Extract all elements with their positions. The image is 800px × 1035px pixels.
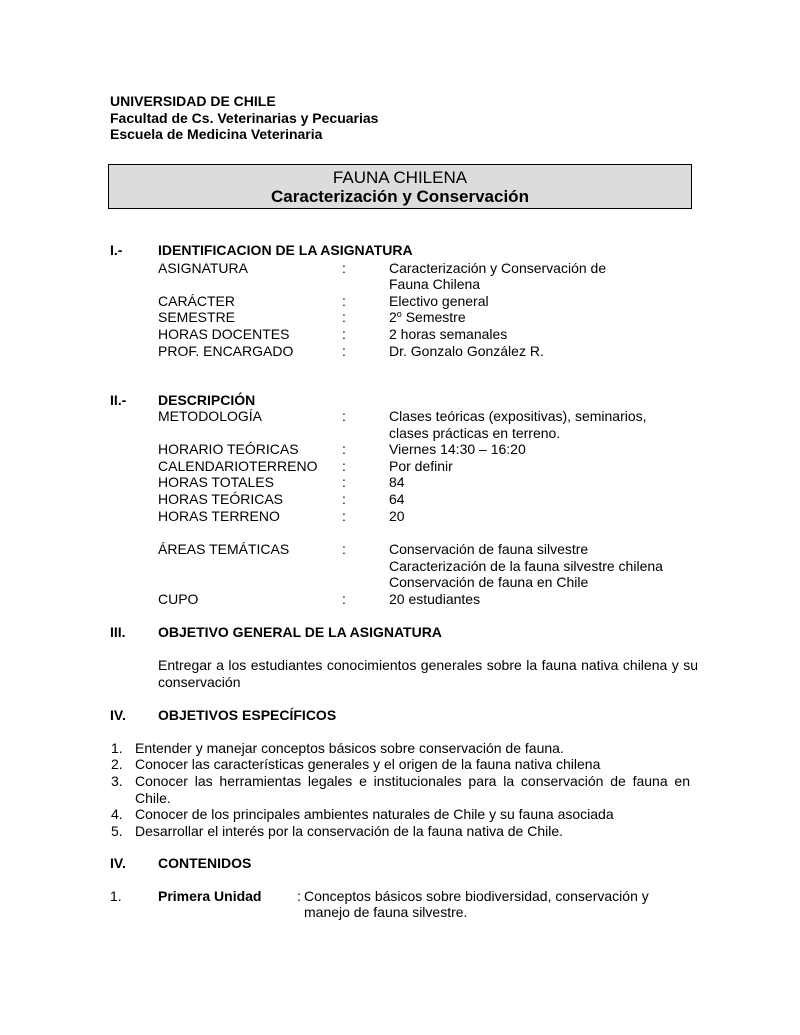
semester-word: Semestre — [401, 309, 466, 325]
row-label: CUPO — [158, 591, 199, 607]
row-value-continued: Fauna Chilena — [389, 276, 481, 292]
row-label: PROF. ENCARGADO — [158, 343, 294, 359]
list-item: Conocer de los principales ambientes naturales de Chile y su fauna asociada — [135, 806, 614, 822]
row-colon: : — [342, 441, 346, 457]
section-2-number: II.- — [110, 392, 127, 408]
unit-description-continued: manejo de fauna silvestre. — [304, 904, 468, 920]
course-subtitle: Caracterización y Conservación — [271, 187, 529, 206]
row-value-continued: clases prácticas en terreno. — [389, 425, 561, 441]
row-value-continued: Conservación de fauna en Chile — [389, 574, 589, 590]
row-value: Electivo general — [389, 293, 489, 309]
general-objective-text: Entregar a los estudiantes conocimientos generales sobre la fauna nativa chilena y su conservación — [158, 657, 698, 690]
section-4-heading: OBJETIVOS ESPECÍFICOS — [158, 707, 337, 723]
semester-number: 2 — [389, 309, 397, 325]
unit-description: Conceptos básicos sobre biodiversidad, conservación y — [304, 888, 649, 904]
row-label: ÁREAS TEMÁTICAS — [158, 541, 290, 557]
section-3-heading: OBJETIVO GENERAL DE LA ASIGNATURA — [158, 624, 442, 640]
semester-ordinal: o — [396, 309, 402, 319]
row-value: 2 horas semanales — [389, 326, 508, 342]
list-item: Desarrollar el interés por la conservación de la fauna nativa de Chile. — [135, 823, 564, 839]
row-label: METODOLOGÍA — [158, 408, 262, 424]
row-colon: : — [342, 491, 346, 507]
list-item-number: 2. — [111, 756, 123, 772]
row-value: 84 — [389, 474, 405, 490]
row-colon: : — [342, 458, 346, 474]
unit-colon: : — [297, 888, 301, 904]
row-label: CALENDARIOTERRENO — [158, 458, 318, 474]
course-title-box — [108, 164, 692, 209]
row-label: HORARIO TEÓRICAS — [158, 441, 299, 457]
row-value: Por definir — [389, 458, 453, 474]
row-value — [389, 309, 466, 326]
row-colon: : — [342, 343, 346, 359]
list-item-number: 4. — [111, 806, 123, 822]
row-value-continued: Caracterización de la fauna silvestre chilena — [389, 558, 663, 574]
section-1-heading: IDENTIFICACION DE LA ASIGNATURA — [158, 242, 413, 258]
row-value: Viernes 14:30 – 16:20 — [389, 441, 526, 457]
row-label: SEMESTRE — [158, 309, 236, 325]
row-value: Dr. Gonzalo González R. — [389, 343, 544, 359]
row-colon: : — [342, 293, 346, 309]
row-colon: : — [342, 541, 346, 557]
section-2-heading: DESCRIPCIÓN — [158, 392, 256, 408]
unit-number: 1. — [110, 888, 122, 904]
row-value: Conservación de fauna silvestre — [389, 541, 589, 557]
row-colon: : — [342, 474, 346, 490]
section-1-number: I.- — [110, 242, 123, 258]
school-name: Escuela de Medicina Veterinaria — [110, 126, 323, 142]
list-item-number: 3. — [111, 773, 123, 789]
list-item-number: 1. — [111, 740, 123, 756]
row-label: HORAS TERRENO — [158, 508, 280, 524]
row-label: CARÁCTER — [158, 293, 236, 309]
list-item-number: 5. — [111, 823, 123, 839]
row-label: HORAS TEÓRICAS — [158, 491, 283, 507]
row-colon: : — [342, 591, 346, 607]
university-name: UNIVERSIDAD DE CHILE — [110, 93, 276, 109]
row-label: HORAS DOCENTES — [158, 326, 290, 342]
row-value: 20 estudiantes — [389, 591, 481, 607]
row-colon: : — [342, 326, 346, 342]
row-value: 20 — [389, 508, 405, 524]
row-label: HORAS TOTALES — [158, 474, 274, 490]
list-item: Conocer las características generales y el origen de la fauna nativa chilena — [135, 756, 601, 772]
row-value: Clases teóricas (expositivas), seminarios, — [389, 408, 647, 424]
row-colon: : — [342, 408, 346, 424]
row-colon: : — [342, 260, 346, 276]
row-label: ASIGNATURA — [158, 260, 248, 276]
faculty-name: Facultad de Cs. Veterinarias y Pecuarias — [110, 110, 379, 126]
course-title: FAUNA CHILENA — [332, 168, 468, 187]
row-colon: : — [342, 309, 346, 325]
list-item: Conocer las herramientas legales e institucionales para la conservación de fauna en Chile. — [135, 773, 690, 806]
row-value: 64 — [389, 491, 405, 507]
unit-title: Primera Unidad — [158, 888, 262, 904]
list-item: Entender y manejar conceptos básicos sobre conservación de fauna. — [135, 740, 564, 756]
section-5-number: IV. — [110, 855, 126, 871]
section-5-heading: CONTENIDOS — [158, 855, 252, 871]
section-4-number: IV. — [110, 707, 126, 723]
section-3-number: III. — [110, 624, 126, 640]
row-value: Caracterización y Conservación de — [389, 260, 607, 276]
row-colon: : — [342, 508, 346, 524]
